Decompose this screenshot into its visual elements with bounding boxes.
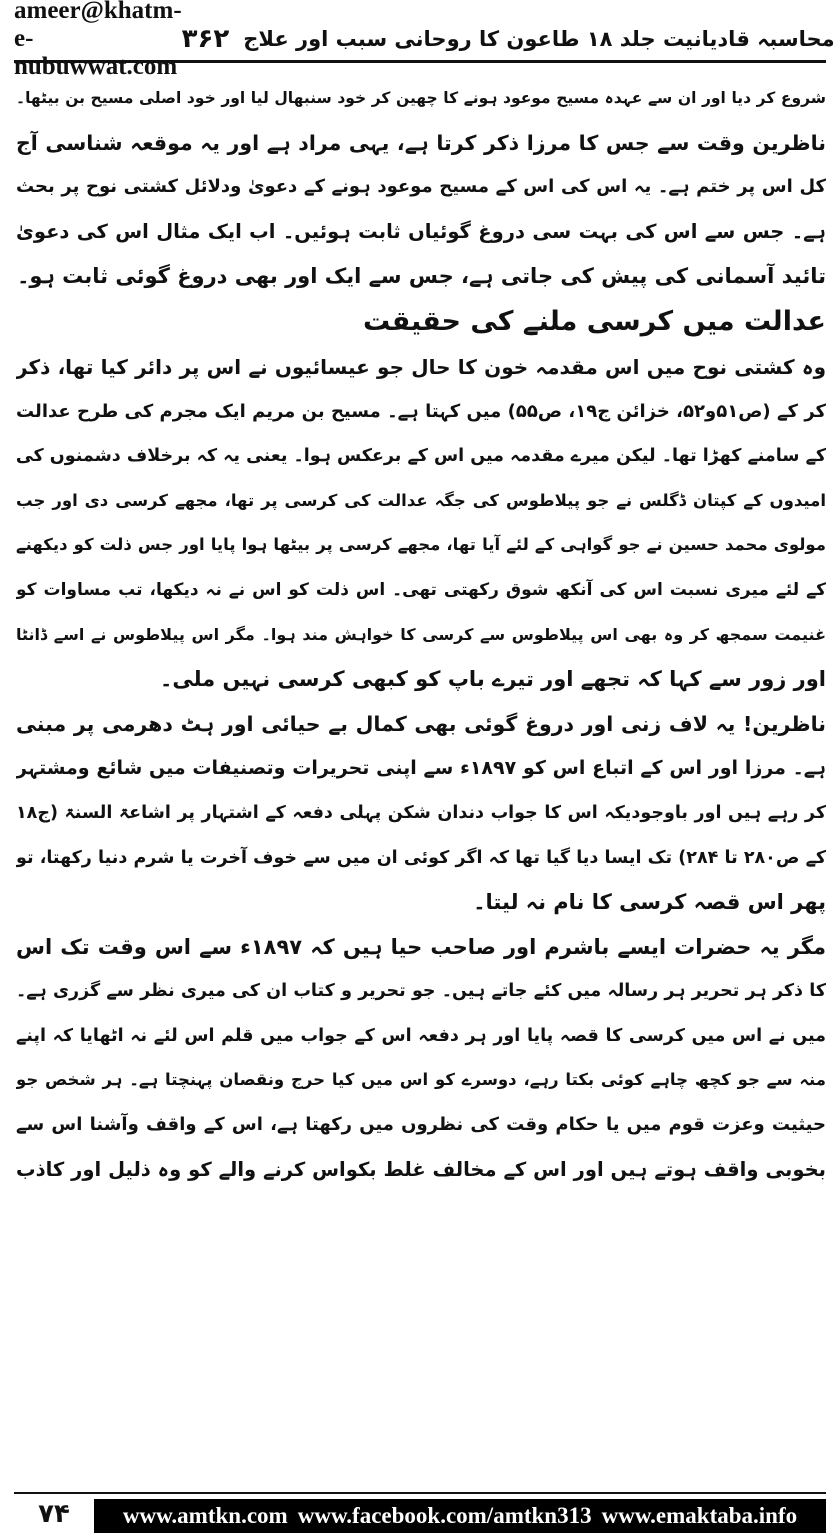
footer-page-number: ۷۴ <box>38 1499 70 1529</box>
paragraph-2 <box>16 345 826 702</box>
page-footer <box>14 1492 826 1534</box>
paragraph-1 <box>16 76 826 299</box>
text-line: کر رہے ہیں اور باوجودیکہ اس کا جواب دندان شکن پہلی دفعہ کے اشتہار پر اشاعۃ السنۃ (ج۱۸ <box>16 802 826 823</box>
text-line: ناظرین وقت سے جس کا مرزا ذکر کرتا ہے، یہی مراد ہے اور یہ موقعہ شناسی آج <box>16 130 826 155</box>
text-line: کے ص۲۸۰ تا ۲۸۴) تک ایسا دیا گیا تھا کہ اگر کوئی ان میں سے خوف آخرت یا شرم دنیا رکھتا، تو <box>16 847 826 868</box>
text-line: کا ذکر ہر تحریر ہر رسالہ میں کئے جاتے ہیں۔ جو تحریر و کتاب ان کی میری نظر سے گزری ہے۔ <box>16 981 826 1002</box>
page-header <box>14 0 835 80</box>
text-line: پھر اس قصہ کرسی کا نام نہ لیتا۔ <box>473 890 826 915</box>
text-line: کے سامنے کھڑا تھا۔ لیکن میرے مقدمہ میں اس کے برعکس ہوا۔ یعنی یہ کہ برخلاف دشمنوں کی <box>16 446 826 467</box>
paragraph-3 <box>16 702 826 925</box>
header-email: ameer@khatm-e-nubuwwat.com <box>14 0 182 80</box>
text-line: منہ سے جو کچھ چاہے کوئی بکتا رہے، دوسرے کو اس میں کیا حرج ونقصان پہنچتا ہے۔ ہر شخص جو <box>16 1070 826 1090</box>
paragraph-4 <box>16 925 826 1193</box>
header-page-number: ۳۶۲ <box>181 24 230 54</box>
footer-link-emaktaba[interactable]: www.emaktaba.info <box>601 1503 798 1528</box>
text-line: کل اس پر ختم ہے۔ یہ اس کی اس کے مسیح موعود ہونے کے دعویٰ ودلائل کشتی نوح پر بحث <box>16 176 826 198</box>
header-title: محاسبہ قادیانیت جلد ۱۸ طاعون کا روحانی سبب اور علاج <box>243 27 835 51</box>
text-line: مگر یہ حضرات ایسے باشرم اور صاحب حیا ہیں کہ ۱۸۹۷ء سے اس وقت تک اس <box>16 934 826 959</box>
text-line: کے لئے میری نسبت اس کی آنکھ شوق رکھتی تھی۔ اس ذلت کو اس نے نہ دیکھا، تب مساوات کو <box>16 579 826 600</box>
text-line: وہ کشتی نوح میں اس مقدمہ خون کا حال جو عیسائیوں نے اس پر دائر کیا تھا، ذکر <box>16 354 826 379</box>
text-line: ناظرین! یہ لاف زنی اور دروغ گوئی بھی کمال بے حیائی اور ہٹ دھرمی پر مبنی <box>16 711 826 736</box>
text-line: بخوبی واقف ہوتے ہیں اور اس کے مخالف غلط بکواس کرنے والے کو وہ ذلیل اور کاذب <box>16 1157 826 1181</box>
header-title-group <box>182 24 835 54</box>
footer-link-amtkn[interactable]: www.amtkn.com <box>122 1503 288 1528</box>
text-line: میں نے اس میں کرسی کا قصہ پایا اور ہر دفعہ اس کے جواب میں قلم اس لئے نہ اٹھایا کہ اپنے <box>16 1025 826 1046</box>
body-text <box>16 76 826 1192</box>
text-line: تائید آسمانی کی پیش کی جاتی ہے، جس سے ایک اور بھی دروغ گوئی ثابت ہو۔ <box>17 264 826 289</box>
text-line: ہے۔ مرزا اور اس کے اتباع اس کو ۱۸۹۷ء سے اپنی تحریرات وتصنیفات میں شائع ومشتہر <box>16 757 826 780</box>
text-line: کر کے (ص۵۱و۵۲، خزائن ج۱۹، ص۵۵) میں کہتا ہے۔ مسیح بن مریم ایک مجرم کی طرح عدالت <box>16 400 826 422</box>
footer-links-bar <box>94 1499 826 1533</box>
text-line: ہے۔ جس سے اس کی بہت سی دروغ گوئیاں ثابت ہوئیں۔ اب ایک مثال اس کی دعویٰ <box>16 219 826 243</box>
text-line: غنیمت سمجھ کر وہ بھی اس پیلاطوس سے کرسی کا خواہش مند ہوا۔ مگر اس پیلاطوس نے اسے ڈانٹا <box>16 624 826 644</box>
text-line: مولوی محمد حسین نے جو گواہی کے لئے آیا تھا، مجھے کرسی پر بیٹھا ہوا پایا اور جس ذلت کو دیکھنے <box>16 535 826 555</box>
text-line: شروع کر دیا اور ان سے عہدہ مسیح موعود ہونے کا چھین کر خود سنبھال لیا اور خود اصلی مسیح بن بیٹھا۔ <box>16 89 826 107</box>
section-heading: عدالت میں کرسی ملنے کی حقیقت <box>363 305 826 337</box>
footer-link-facebook[interactable]: www.facebook.com/amtkn313 <box>297 1503 592 1528</box>
text-line: امیدوں کے کپتان ڈگلس نے جو پیلاطوس کی جگہ عدالت کی کرسی پر تھا، مجھے کرسی دی اور جب <box>16 490 826 510</box>
text-line: حیثیت وعزت قوم میں یا حکام وقت کی نظروں میں رکھتا ہے، اس کے واقف وآشنا اس سے <box>16 1114 826 1136</box>
text-line: اور زور سے کہا کہ تجھے اور تیرے باپ کو کبھی کرسی نہیں ملی۔ <box>160 667 826 692</box>
